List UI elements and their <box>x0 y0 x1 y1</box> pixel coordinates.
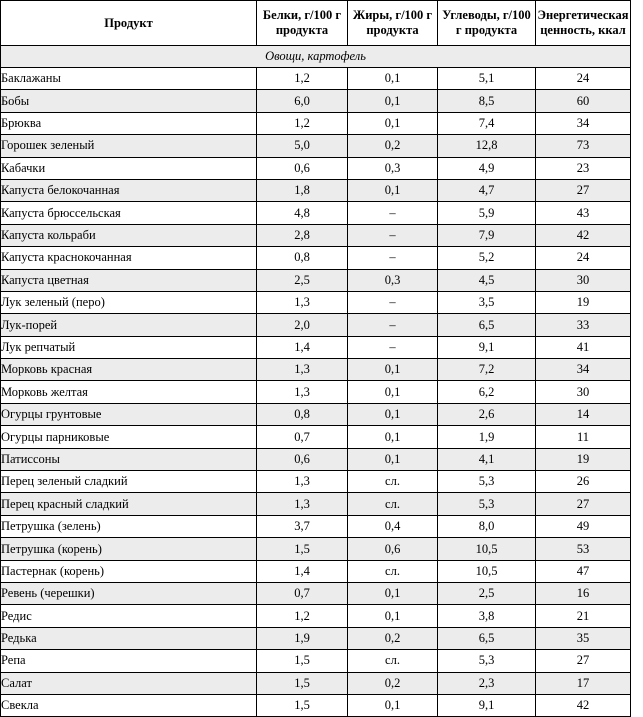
cell-protein: 1,3 <box>257 381 348 403</box>
cell-product-name: Петрушка (корень) <box>1 538 257 560</box>
cell-protein: 1,3 <box>257 493 348 515</box>
cell-product-name: Капуста кольраби <box>1 224 257 246</box>
cell-product-name: Перец красный сладкий <box>1 493 257 515</box>
cell-protein: 1,2 <box>257 112 348 134</box>
cell-product-name: Лук репчатый <box>1 336 257 358</box>
cell-fat: – <box>348 247 438 269</box>
cell-fat: – <box>348 202 438 224</box>
cell-fat: – <box>348 224 438 246</box>
cell-product-name: Бобы <box>1 90 257 112</box>
table-row <box>1 582 631 604</box>
cell-carbs: 4,7 <box>438 179 536 201</box>
cell-product-name: Лук-порей <box>1 314 257 336</box>
cell-fat: – <box>348 336 438 358</box>
cell-protein: 1,5 <box>257 538 348 560</box>
cell-fat: – <box>348 291 438 313</box>
cell-fat: сл. <box>348 493 438 515</box>
cell-protein: 0,6 <box>257 448 348 470</box>
cell-product-name: Пастернак (корень) <box>1 560 257 582</box>
cell-carbs: 5,9 <box>438 202 536 224</box>
column-header-carbs: Углеводы, г/100 г продукта <box>438 1 536 46</box>
cell-protein: 1,3 <box>257 359 348 381</box>
table-body <box>1 46 631 717</box>
cell-carbs: 5,1 <box>438 68 536 90</box>
cell-kcal: 41 <box>536 336 631 358</box>
cell-kcal: 23 <box>536 157 631 179</box>
cell-product-name: Морковь красная <box>1 359 257 381</box>
cell-protein: 3,7 <box>257 515 348 537</box>
column-header-product: Продукт <box>1 1 257 46</box>
cell-protein: 1,3 <box>257 291 348 313</box>
cell-kcal: 42 <box>536 224 631 246</box>
cell-kcal: 60 <box>536 90 631 112</box>
cell-product-name: Баклажаны <box>1 68 257 90</box>
cell-carbs: 6,2 <box>438 381 536 403</box>
cell-carbs: 10,5 <box>438 538 536 560</box>
table-row <box>1 68 631 90</box>
cell-fat: 0,2 <box>348 672 438 694</box>
table-header <box>1 1 631 46</box>
cell-carbs: 2,5 <box>438 582 536 604</box>
cell-fat: 0,1 <box>348 112 438 134</box>
cell-protein: 0,7 <box>257 426 348 448</box>
cell-fat: 0,1 <box>348 426 438 448</box>
cell-kcal: 21 <box>536 605 631 627</box>
section-header-row <box>1 46 631 68</box>
cell-kcal: 34 <box>536 112 631 134</box>
cell-carbs: 3,8 <box>438 605 536 627</box>
column-header-fat: Жиры, г/100 г продукта <box>348 1 438 46</box>
cell-kcal: 24 <box>536 247 631 269</box>
cell-product-name: Огурцы парниковые <box>1 426 257 448</box>
cell-protein: 1,2 <box>257 605 348 627</box>
cell-protein: 1,5 <box>257 694 348 716</box>
cell-protein: 1,5 <box>257 650 348 672</box>
cell-fat: 0,3 <box>348 269 438 291</box>
cell-carbs: 5,3 <box>438 650 536 672</box>
table-row <box>1 157 631 179</box>
cell-protein: 0,7 <box>257 582 348 604</box>
table-row <box>1 202 631 224</box>
cell-product-name: Брюква <box>1 112 257 134</box>
cell-carbs: 2,6 <box>438 403 536 425</box>
cell-kcal: 27 <box>536 179 631 201</box>
cell-product-name: Капуста цветная <box>1 269 257 291</box>
cell-product-name: Огурцы грунтовые <box>1 403 257 425</box>
cell-protein: 1,8 <box>257 179 348 201</box>
cell-fat: 0,1 <box>348 381 438 403</box>
column-header-calories: Энергетическая ценность, ккал <box>536 1 631 46</box>
column-header-protein: Белки, г/100 г продукта <box>257 1 348 46</box>
table-row <box>1 90 631 112</box>
table-row <box>1 493 631 515</box>
cell-carbs: 4,1 <box>438 448 536 470</box>
cell-product-name: Редис <box>1 605 257 627</box>
cell-carbs: 10,5 <box>438 560 536 582</box>
cell-carbs: 8,0 <box>438 515 536 537</box>
table-row <box>1 135 631 157</box>
cell-fat: 0,1 <box>348 359 438 381</box>
table-row <box>1 515 631 537</box>
cell-kcal: 17 <box>536 672 631 694</box>
table-row <box>1 650 631 672</box>
cell-product-name: Свекла <box>1 694 257 716</box>
cell-kcal: 30 <box>536 381 631 403</box>
cell-product-name: Горошек зеленый <box>1 135 257 157</box>
cell-carbs: 3,5 <box>438 291 536 313</box>
cell-fat: 0,2 <box>348 135 438 157</box>
cell-fat: – <box>348 314 438 336</box>
cell-protein: 0,8 <box>257 403 348 425</box>
cell-kcal: 47 <box>536 560 631 582</box>
cell-fat: сл. <box>348 560 438 582</box>
cell-protein: 5,0 <box>257 135 348 157</box>
table-row <box>1 291 631 313</box>
table-row <box>1 471 631 493</box>
cell-fat: 0,1 <box>348 68 438 90</box>
table-row <box>1 672 631 694</box>
cell-fat: 0,1 <box>348 179 438 201</box>
cell-protein: 1,4 <box>257 336 348 358</box>
cell-carbs: 9,1 <box>438 694 536 716</box>
table-row <box>1 179 631 201</box>
cell-product-name: Ревень (черешки) <box>1 582 257 604</box>
cell-product-name: Морковь желтая <box>1 381 257 403</box>
table-row <box>1 627 631 649</box>
cell-product-name: Капуста краснокочанная <box>1 247 257 269</box>
cell-product-name: Салат <box>1 672 257 694</box>
cell-carbs: 8,5 <box>438 90 536 112</box>
cell-fat: 0,6 <box>348 538 438 560</box>
cell-carbs: 4,5 <box>438 269 536 291</box>
cell-protein: 1,3 <box>257 471 348 493</box>
cell-fat: сл. <box>348 471 438 493</box>
cell-product-name: Петрушка (зелень) <box>1 515 257 537</box>
cell-product-name: Перец зеленый сладкий <box>1 471 257 493</box>
cell-kcal: 14 <box>536 403 631 425</box>
cell-product-name: Редька <box>1 627 257 649</box>
cell-protein: 0,8 <box>257 247 348 269</box>
cell-kcal: 27 <box>536 650 631 672</box>
cell-carbs: 4,9 <box>438 157 536 179</box>
cell-carbs: 7,9 <box>438 224 536 246</box>
table-row <box>1 336 631 358</box>
cell-product-name: Лук зеленый (перо) <box>1 291 257 313</box>
cell-kcal: 73 <box>536 135 631 157</box>
cell-kcal: 35 <box>536 627 631 649</box>
cell-kcal: 26 <box>536 471 631 493</box>
cell-kcal: 27 <box>536 493 631 515</box>
cell-kcal: 42 <box>536 694 631 716</box>
cell-kcal: 33 <box>536 314 631 336</box>
table-row <box>1 538 631 560</box>
cell-protein: 1,9 <box>257 627 348 649</box>
table-row <box>1 314 631 336</box>
cell-product-name: Репа <box>1 650 257 672</box>
cell-carbs: 2,3 <box>438 672 536 694</box>
table-row <box>1 694 631 716</box>
cell-kcal: 30 <box>536 269 631 291</box>
cell-carbs: 6,5 <box>438 314 536 336</box>
cell-protein: 1,5 <box>257 672 348 694</box>
cell-fat: 0,1 <box>348 90 438 112</box>
cell-carbs: 7,2 <box>438 359 536 381</box>
cell-product-name: Капуста белокочанная <box>1 179 257 201</box>
cell-kcal: 53 <box>536 538 631 560</box>
table-row <box>1 381 631 403</box>
cell-protein: 1,2 <box>257 68 348 90</box>
cell-fat: 0,1 <box>348 448 438 470</box>
cell-fat: сл. <box>348 650 438 672</box>
cell-kcal: 24 <box>536 68 631 90</box>
table-row <box>1 560 631 582</box>
header-row <box>1 1 631 46</box>
cell-kcal: 34 <box>536 359 631 381</box>
cell-fat: 0,1 <box>348 605 438 627</box>
cell-fat: 0,1 <box>348 694 438 716</box>
cell-protein: 1,4 <box>257 560 348 582</box>
cell-protein: 2,5 <box>257 269 348 291</box>
cell-product-name: Капуста брюссельская <box>1 202 257 224</box>
cell-kcal: 49 <box>536 515 631 537</box>
cell-product-name: Патиссоны <box>1 448 257 470</box>
cell-protein: 2,0 <box>257 314 348 336</box>
cell-kcal: 16 <box>536 582 631 604</box>
cell-carbs: 7,4 <box>438 112 536 134</box>
table-row <box>1 448 631 470</box>
table-row <box>1 224 631 246</box>
cell-product-name: Кабачки <box>1 157 257 179</box>
table-row <box>1 403 631 425</box>
cell-fat: 0,3 <box>348 157 438 179</box>
cell-fat: 0,2 <box>348 627 438 649</box>
table-row <box>1 247 631 269</box>
section-title: Овощи, картофель <box>1 46 631 68</box>
cell-carbs: 12,8 <box>438 135 536 157</box>
cell-carbs: 1,9 <box>438 426 536 448</box>
cell-carbs: 5,3 <box>438 493 536 515</box>
cell-carbs: 9,1 <box>438 336 536 358</box>
cell-protein: 0,6 <box>257 157 348 179</box>
cell-protein: 2,8 <box>257 224 348 246</box>
cell-kcal: 43 <box>536 202 631 224</box>
table-row <box>1 269 631 291</box>
cell-kcal: 19 <box>536 448 631 470</box>
cell-fat: 0,4 <box>348 515 438 537</box>
cell-carbs: 6,5 <box>438 627 536 649</box>
cell-fat: 0,1 <box>348 582 438 604</box>
table-row <box>1 359 631 381</box>
cell-kcal: 19 <box>536 291 631 313</box>
cell-protein: 4,8 <box>257 202 348 224</box>
cell-carbs: 5,3 <box>438 471 536 493</box>
table-row <box>1 112 631 134</box>
cell-fat: 0,1 <box>348 403 438 425</box>
cell-kcal: 11 <box>536 426 631 448</box>
table-row <box>1 426 631 448</box>
cell-carbs: 5,2 <box>438 247 536 269</box>
table-row <box>1 605 631 627</box>
cell-protein: 6,0 <box>257 90 348 112</box>
